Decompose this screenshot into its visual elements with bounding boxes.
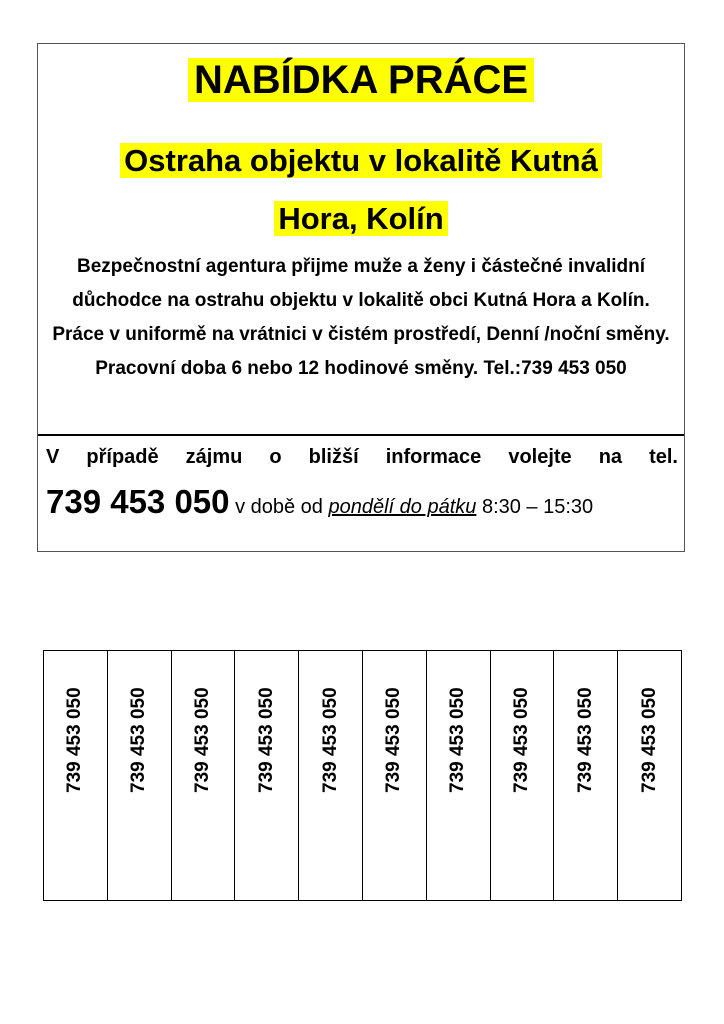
strip-phone: 739 453 050	[383, 687, 405, 793]
tear-off-strip[interactable]	[172, 651, 236, 900]
job-offer-box	[37, 43, 685, 552]
strip-phone: 739 453 050	[574, 687, 596, 793]
contact-details	[46, 478, 678, 533]
tear-off-strip[interactable]	[235, 651, 299, 900]
tear-off-strip[interactable]	[363, 651, 427, 900]
subtitle-line-1: Ostraha objektu v lokalitě Kutná	[120, 143, 602, 178]
contact-hours: 8:30 – 15:30	[476, 496, 594, 518]
strip-phone: 739 453 050	[638, 687, 660, 793]
tear-off-strip[interactable]	[108, 651, 172, 900]
strip-phone: 739 453 050	[319, 687, 341, 793]
tear-off-strip[interactable]	[427, 651, 491, 900]
job-description: Bezpečnostní agentura přijme muže a ženy i částečné invalidní důchodce na ostrahu objektu v lokalitě obci Kutná Hora a Kolín. Práce v uniformě na vrátnici v čistém prostředí, Denní /noční směny. Pracovní doba 6 nebo 12 hodinové směny. Tel.:739 453 050	[52, 256, 670, 379]
strip-phone: 739 453 050	[447, 687, 469, 793]
tear-off-strip[interactable]	[491, 651, 555, 900]
contact-section	[38, 436, 684, 551]
strip-phone: 739 453 050	[255, 687, 277, 793]
contact-phone[interactable]: 739 453 050	[46, 483, 230, 520]
strip-phone: 739 453 050	[510, 687, 532, 793]
tear-off-strip[interactable]	[554, 651, 618, 900]
tear-off-strip[interactable]	[44, 651, 108, 900]
subtitle-line-2: Hora, Kolín	[274, 201, 447, 236]
contact-days: pondělí do pátku	[328, 496, 477, 518]
tear-off-strip[interactable]	[299, 651, 363, 900]
offer-section	[38, 44, 684, 436]
page-title	[38, 52, 684, 108]
contact-intro: V případě zájmu o bližší informace volejte na tel.	[46, 446, 678, 468]
strip-phone: 739 453 050	[128, 687, 150, 793]
contact-time-prefix: v době od	[229, 496, 329, 518]
strip-phone: 739 453 050	[191, 687, 213, 793]
title-text: NABÍDKA PRÁCE	[188, 58, 534, 102]
tear-off-strip[interactable]	[618, 651, 681, 900]
strip-phone: 739 453 050	[64, 687, 86, 793]
job-subtitle	[38, 132, 684, 248]
tear-off-strips	[43, 650, 682, 901]
